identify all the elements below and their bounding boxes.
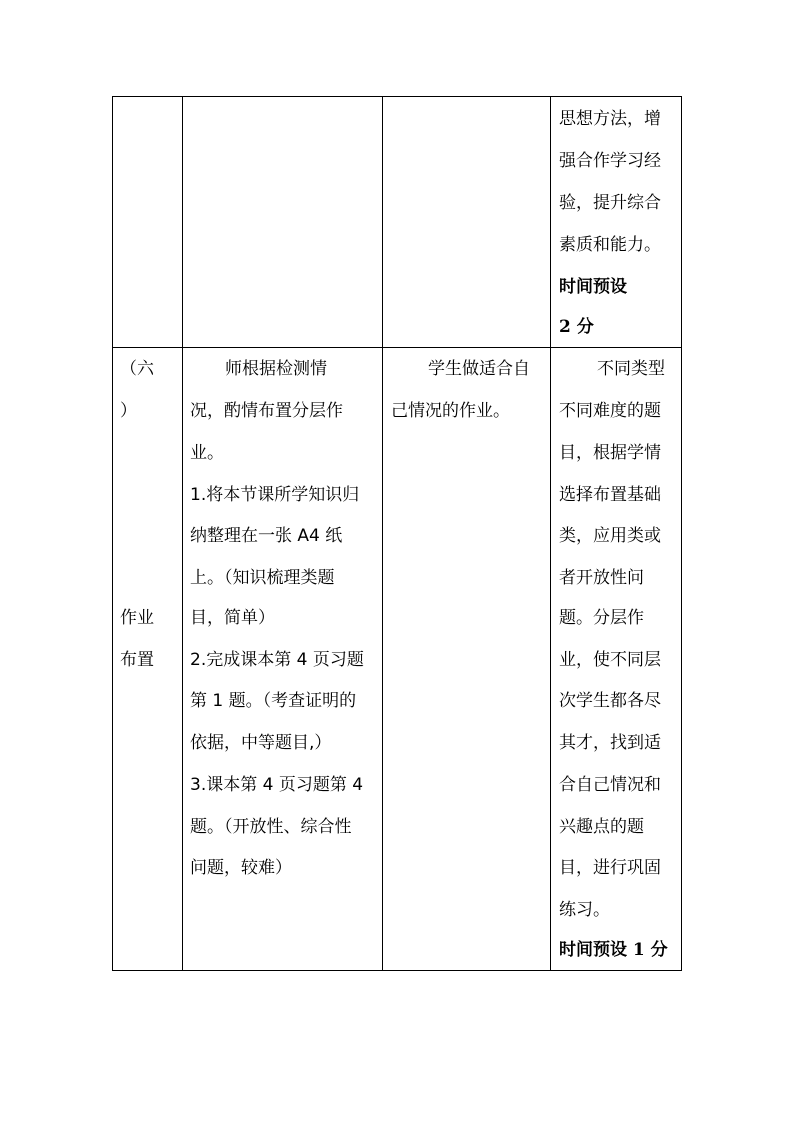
- homework-item1-line-3: 上。（知识梳理类题: [190, 568, 335, 588]
- section-number-close: ）: [120, 401, 137, 421]
- design-intent-line-12: 兴趣点的题: [559, 817, 644, 837]
- design-intent-line-14: 练习。: [559, 900, 610, 920]
- teacher-intro-line-1: 师根据检测情: [225, 359, 327, 379]
- row1-goal-line-4: 素质和能力。: [559, 235, 661, 255]
- table-right-border: [681, 96, 682, 971]
- homework-item3-line-3: 问题，较难）: [190, 858, 292, 878]
- table-left-border: [112, 96, 113, 971]
- design-intent-line-9: 次学生都各尽: [559, 691, 661, 711]
- design-intent-line-3: 目，根据学情: [559, 443, 661, 463]
- student-activity-line-1: 学生做适合自: [428, 359, 530, 379]
- row1-goal-line-2: 强合作学习经: [559, 151, 661, 171]
- teacher-intro-line-3: 业。: [190, 443, 224, 463]
- section-number-open: （六: [120, 359, 154, 379]
- row1-time-value: 2 分: [559, 317, 594, 337]
- design-intent-line-6: 者开放性问: [559, 568, 644, 588]
- design-intent-line-2: 不同难度的题: [559, 401, 661, 421]
- student-activity-line-2: 己情况的作业。: [391, 401, 510, 421]
- row1-time-label: 时间预设: [559, 277, 627, 297]
- design-intent-line-11: 合自己情况和: [559, 775, 661, 795]
- design-intent-line-5: 类，应用类或: [559, 526, 661, 546]
- homework-item1-line-1: 1.将本节课所学知识归: [190, 485, 360, 505]
- table-col-divider-2: [382, 96, 383, 971]
- design-intent-line-10: 其才，找到适: [559, 733, 661, 753]
- homework-item2-line-3: 依据，中等题目,）: [190, 733, 332, 753]
- design-intent-line-8: 业，使不同层: [559, 650, 661, 670]
- homework-item2-line-2: 第 1 题。（考查证明的: [190, 691, 357, 711]
- row1-goal-line-1: 思想方法，增: [559, 109, 661, 129]
- table-col-divider-3: [550, 96, 551, 971]
- homework-item1-line-2: 纳整理在一张 A4 纸: [190, 526, 343, 546]
- design-intent-line-4: 选择布置基础: [559, 485, 661, 505]
- table-col-divider-1: [182, 96, 183, 971]
- row1-goal-line-3: 验，提升综合: [559, 193, 661, 213]
- teacher-intro-line-2: 况，酌情布置分层作: [190, 401, 343, 421]
- homework-item3-line-1: 3.课本第 4 页习题第 4: [190, 775, 364, 795]
- design-intent-line-1: 不同类型: [597, 359, 665, 379]
- section-title-line-2: 布置: [120, 650, 154, 670]
- design-intent-line-13: 目，进行巩固: [559, 858, 661, 878]
- homework-item2-line-1: 2.完成课本第 4 页习题: [190, 650, 364, 670]
- design-intent-line-7: 题。分层作: [559, 608, 644, 628]
- section-title-line-1: 作业: [120, 608, 154, 628]
- homework-item1-line-4: 目，简单）: [190, 608, 275, 628]
- table-top-border: [112, 96, 682, 97]
- homework-item3-line-2: 题。（开放性、综合性: [190, 817, 352, 837]
- row2-time-label: 时间预设 1 分: [559, 940, 668, 960]
